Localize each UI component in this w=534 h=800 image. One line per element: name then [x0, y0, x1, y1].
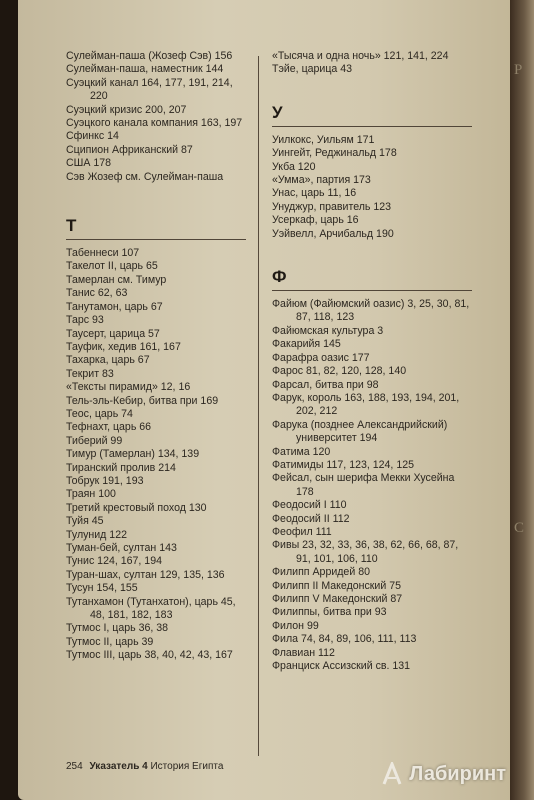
page-footer — [66, 761, 223, 772]
index-entry: Сэв Жозеф см. Сулейман-паша — [66, 170, 224, 183]
index-entry: Тамерлан см. Тимур — [66, 273, 167, 286]
index-entry: Фивы 23, 32, 33, 36, 38, 62, 66, 68, 87, 91, 101, 106, 110 — [272, 539, 459, 565]
index-entry: Тахарка, царь 67 — [66, 354, 150, 367]
index-entry: Сулейман-паша, наместник 144 — [66, 63, 224, 76]
index-entry: Суэцкого канала компания 163, 197 — [66, 117, 243, 130]
index-entry: Теос, царь 74 — [66, 407, 133, 420]
index-entry: Сулейман-паша (Жозеф Сэв) 156 — [66, 50, 233, 62]
index-entry: США 178 — [66, 157, 112, 170]
index-entry: Тиберий 99 — [66, 434, 123, 447]
index-entry: Филиппы, битва при 93 — [272, 606, 387, 619]
index-entry: Уингейт, Реджинальд 178 — [272, 147, 397, 160]
index-entry: Уилкокс, Уильям 171 — [272, 133, 375, 146]
index-entry: Тулунид 122 — [66, 528, 127, 541]
index-entry: Танис 62, 63 — [66, 287, 128, 300]
index-entry: Франциск Ассизский св. 131 — [272, 660, 411, 673]
right-entries-top — [272, 50, 472, 77]
index-entry: Сципион Африканский 87 — [66, 143, 193, 156]
labirint-logo-icon — [381, 762, 403, 786]
left-entries-top — [66, 50, 246, 184]
index-entry: Фейсал, сын шерифа Мекки Хусейна 178 — [272, 472, 455, 498]
section-letter-t: Т — [66, 217, 246, 240]
footer-series-number: 4 — [142, 761, 148, 772]
section-entries — [272, 298, 472, 673]
index-entry: Фатимиды 117, 123, 124, 125 — [272, 458, 414, 471]
index-entry: Флавиан 112 — [272, 646, 335, 659]
index-entry: Тефнахт, царь 66 — [66, 421, 152, 434]
index-entry: Таусерт, царица 57 — [66, 327, 160, 340]
left-column — [66, 50, 246, 663]
index-entry: Табеннеси 107 — [66, 247, 140, 260]
index-entry: Унуджур, правитель 123 — [272, 200, 392, 213]
index-entry: Суэцкий кризис 200, 207 — [66, 103, 187, 116]
index-entry: Уэйвелл, Арчибальд 190 — [272, 227, 394, 240]
section-letter: Ф — [272, 268, 472, 291]
next-page-glyph: С — [514, 520, 525, 536]
index-entry: Унас, царь 11, 16 — [272, 187, 357, 200]
index-entry: Тутмос III, царь 38, 40, 42, 43, 167 — [66, 649, 233, 662]
index-entry: Факарийя 145 — [272, 338, 341, 351]
index-entry: Туман-бей, султан 143 — [66, 542, 177, 554]
index-entry: Тимур (Тамерлан) 134, 139 — [66, 448, 200, 461]
column-divider — [258, 56, 259, 756]
footer-book-title: История Египта — [150, 761, 224, 772]
left-section-entries — [66, 247, 246, 663]
section-entries — [272, 134, 472, 241]
right-sections — [272, 77, 472, 674]
index-entry: Тутмос I, царь 36, 38 — [66, 622, 169, 635]
index-entry: Филипп Арридей 80 — [272, 566, 370, 579]
index-entry: Тель-эль-Кебир, битва при 169 — [66, 394, 219, 407]
index-entry: Фатима 120 — [272, 445, 331, 458]
next-page-glyph: Р — [514, 62, 523, 78]
index-entry: Тусун 154, 155 — [66, 582, 138, 595]
watermark — [381, 762, 506, 786]
index-entry: Тутмос II, царь 39 — [66, 635, 154, 648]
index-entry: Третий крестовый поход 130 — [66, 501, 207, 514]
index-entry: Усеркаф, царь 16 — [272, 214, 359, 227]
index-entry: Туйя 45 — [66, 515, 104, 528]
index-entry: Такелот II, царь 65 — [66, 260, 158, 273]
index-entry: Фарука (позднее Александрийский) университет 194 — [272, 418, 448, 445]
index-entry: Тауфик, хедив 161, 167 — [66, 340, 181, 353]
index-entry: Тобрук 191, 193 — [66, 474, 144, 487]
index-entry: «Тысяча и одна ночь» 121, 141, 224 — [272, 50, 449, 62]
index-entry: Тутанхамон (Тутанхатон), царь 45, 48, 181, 182, 183 — [66, 595, 236, 622]
index-entry: Фарук, король 163, 188, 193, 194, 201, 202, 212 — [272, 391, 460, 418]
index-entry: Фила 74, 84, 89, 106, 111, 113 — [272, 633, 417, 646]
index-entry: Файюм (Файюмский оазис) 3, 25, 30, 81, 87, 118, 123 — [272, 298, 470, 324]
index-entry: Феофил 111 — [272, 525, 332, 538]
index-entry: Тэйе, царица 43 — [272, 63, 353, 76]
index-entry: Филипп II Македонский 75 — [272, 579, 401, 592]
index-entry: Танутамон, царь 67 — [66, 300, 163, 313]
index-entry: Филипп V Македонский 87 — [272, 593, 403, 605]
index-entry: Траян 100 — [66, 488, 116, 501]
index-entry: Фарсал, битва при 98 — [272, 378, 379, 391]
index-entry: Укба 120 — [272, 160, 316, 173]
index-entry: Туран-шах, султан 129, 135, 136 — [66, 568, 225, 581]
next-page-edge — [510, 0, 534, 800]
index-entry: Сфинкс 14 — [66, 130, 119, 143]
index-entry: Тиранский пролив 214 — [66, 461, 176, 474]
right-column — [272, 50, 472, 673]
index-entry: Феодосий I 110 — [272, 499, 347, 512]
section-letter: У — [272, 104, 472, 127]
page-number: 254 — [66, 761, 83, 772]
index-entry: Феодосий II 112 — [272, 512, 350, 525]
index-entry: Файюмская культура 3 — [272, 324, 384, 337]
index-entry: Тарс 93 — [66, 314, 104, 327]
index-entry: Фарос 81, 82, 120, 128, 140 — [272, 365, 407, 378]
index-entry: Фарафра оазис 177 — [272, 351, 370, 364]
footer-book-label: Указатель — [89, 761, 140, 772]
index-entry: «Умма», партия 173 — [272, 174, 371, 187]
index-entry: Тунис 124, 167, 194 — [66, 555, 162, 568]
index-entry: «Тексты пирамид» 12, 16 — [66, 381, 191, 394]
index-entry: Текрит 83 — [66, 367, 114, 380]
index-entry: Филон 99 — [272, 619, 319, 632]
index-entry: Суэцкий канал 164, 177, 191, 214, 220 — [66, 76, 233, 103]
watermark-text: Лабиринт — [409, 762, 506, 785]
